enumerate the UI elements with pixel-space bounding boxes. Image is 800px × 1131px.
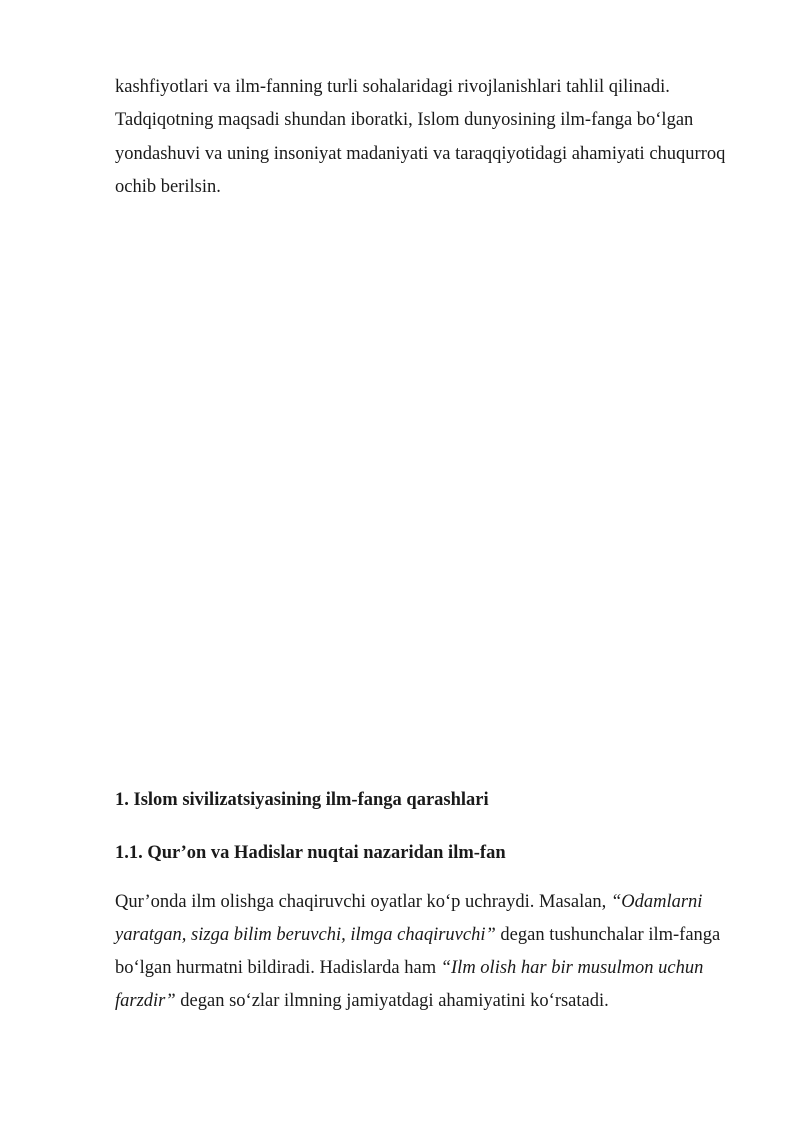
paragraph-quote: farzdir” bbox=[115, 991, 176, 1011]
subsection-heading: 1.1. Qur’on va Hadislar nuqtai nazaridan ilm-fan bbox=[115, 843, 506, 863]
intro-line-3: yondashuvi va uning insoniyat madaniyati va taraqqiyotidagi ahamiyati chuqurroq bbox=[115, 144, 726, 164]
intro-line-1: kashfiyotlari va ilm-fanning turli sohalaridagi rivojlanishlari tahlil qilinadi. bbox=[115, 77, 670, 97]
paragraph-line-3 bbox=[115, 957, 703, 979]
paragraph-line-2 bbox=[115, 924, 720, 946]
paragraph-quote: yaratgan, sizga bilim beruvchi, ilmga chaqiruvchi” bbox=[115, 925, 496, 945]
paragraph-line-1 bbox=[115, 891, 702, 913]
paragraph-line-4 bbox=[115, 990, 609, 1012]
intro-line-4: ochib berilsin. bbox=[115, 177, 221, 197]
paragraph-quote: “Odamlarni bbox=[610, 892, 703, 912]
intro-line-2: Tadqiqotning maqsadi shundan iboratki, Islom dunyosining ilm-fanga bo‘lgan bbox=[115, 110, 694, 130]
paragraph-text: bo‘lgan hurmatni bildiradi. Hadislarda ham bbox=[115, 958, 441, 978]
paragraph-text: Qur’onda ilm olishga chaqiruvchi oyatlar ko‘p uchraydi. Masalan, bbox=[115, 892, 611, 912]
paragraph-text: degan so‘zlar ilmning jamiyatdagi ahamiyatini ko‘rsatadi. bbox=[175, 991, 609, 1011]
paragraph-quote: “Ilm olish har bir musulmon uchun bbox=[440, 958, 704, 978]
section-heading: 1. Islom sivilizatsiyasining ilm-fanga qarashlari bbox=[115, 790, 489, 810]
paragraph-text: degan tushunchalar ilm-fanga bbox=[495, 925, 721, 945]
